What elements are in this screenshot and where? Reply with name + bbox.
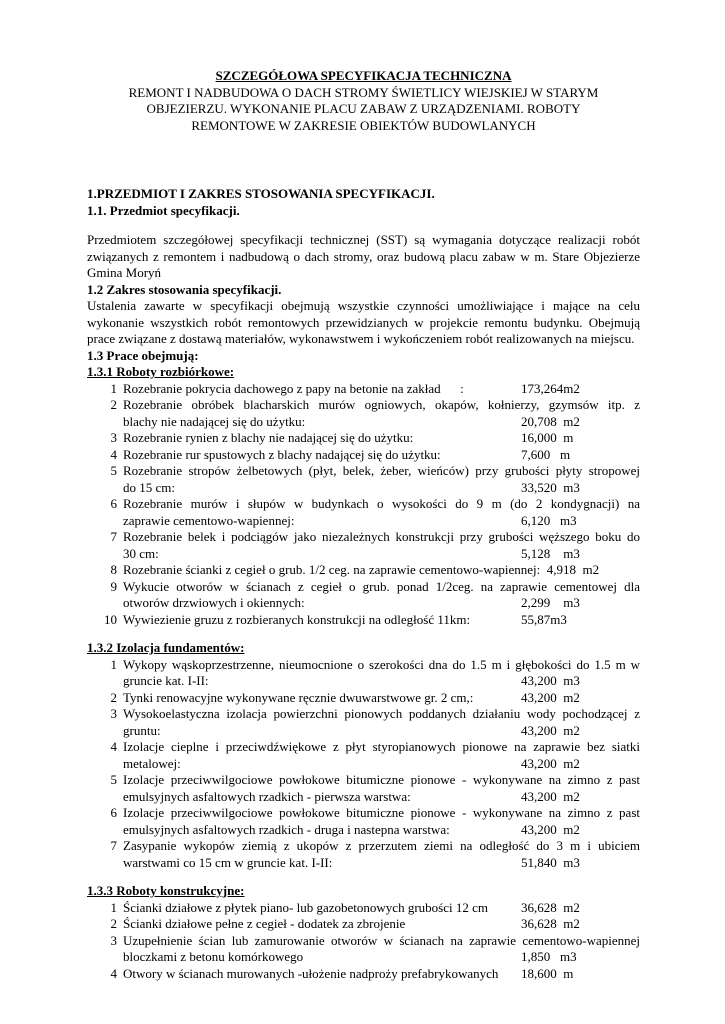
item-description-continued: gruntu: [123,722,161,738]
item-description: Izolacje cieplne i przeciwdźwiękowe z płyt styropianowych pionowe na zaprawie bez siatki [123,739,640,754]
foundation-list [87,657,640,872]
item-quantity: 20,708 m2 [521,413,580,429]
item-number: 3 [110,430,117,445]
item-number: 4 [110,446,117,462]
item-number: 7 [110,529,117,544]
item-description-continued: do 15 cm: [123,479,175,495]
demolition-item [87,447,640,464]
section-1-heading: 1.PRZEDMIOT I ZAKRES STOSOWANIA SPECYFIKACJI. [87,186,435,201]
item-description: Rozebranie rur spustowych z blachy nadającej się do użytku: [123,446,441,462]
item-quantity: 36,628 m2 [521,916,580,931]
item-quantity: 43,200 m2 [521,821,580,837]
item-description: Rozebranie belek i podciągów jako niezależnych konstrukcji przy grubości węższego boku do [123,529,640,544]
item-number: 7 [110,838,117,853]
item-number: 4 [110,965,117,981]
demolition-item [87,430,640,447]
item-quantity: 2,299 m3 [521,595,580,610]
item-description: Wywiezienie gruzu z rozbieranych konstrukcji na odległość 11km: [123,611,471,627]
item-description-continued: metalowej: [123,755,181,771]
item-description: Zasypanie wykopów ziemią z ukopów z przerzutem ziemi na odległość do 3 m i ubiciem [123,838,640,853]
foundation-item [87,706,640,739]
demolition-item [87,612,640,629]
item-description: Rozebranie pokrycia dachowego z papy na betonie na zakład : [123,380,464,396]
demolition-item [87,529,640,562]
item-number: 5 [110,772,117,787]
foundation-heading: 1.3.2 Izolacja fundamentów: [87,640,245,655]
item-quantity: 6,120 m3 [521,512,577,528]
item-quantity: 16,000 m [521,430,574,445]
item-description: Rozebranie murów i słupów w budynkach o wysokości do 9 m (do 2 kondygnacji) na [123,496,640,511]
item-description: Wysokoelastyczna izolacja powierzchni pionowych poddanych działaniu wody pochodzącej z [123,706,640,721]
construction-item [87,916,640,933]
section-1-2-paragraph: Ustalenia zawarte w specyfikacji obejmują wszystkie czynności umożliwiające i mające na celu wykonanie wszystkich robót remontowych przewidzianych w projekcie remontu budynku. Obejmują prace związane z dostawą materiałów, wykonawstwem i wykończeniem robót realizowanych na miejscu. [87,298,640,346]
demolition-item [87,579,640,612]
document-title: SZCZEGÓŁOWA SPECYFIKACJA TECHNICZNA [215,68,512,83]
item-description: Rozebranie obróbek blacharskich murów ogniowych, okapów, kołnierzy, gzymsów itp. z [123,397,640,412]
item-number: 2 [110,397,117,412]
construction-heading: 1.3.3 Roboty konstrukcyjne: [87,883,245,898]
item-description-continued: bloczkami z betonu komórkowego [123,949,304,964]
demolition-item [87,381,640,398]
item-description: Tynki renowacyjne wykonywane ręcznie dwuwarstwowe gr. 2 cm,: [123,689,474,705]
item-quantity: 43,200 m2 [521,788,580,804]
item-quantity: 33,520 m3 [521,479,580,495]
item-quantity: 5,128 m3 [521,545,580,561]
item-number: 6 [110,496,117,511]
section-1-1-paragraph: Przedmiotem szczegółowej specyfikacji technicznej (SST) są wymagania dotyczące realizacji robót związanych z remontem i nadbudową o dach stromy, oraz budową placu zabaw w m. Stare Objezierze Gmina Moryń [87,232,640,280]
item-quantity: 1,850 m3 [521,949,577,964]
item-description: Ścianki działowe pełne z cegieł - dodatek za zbrojenie [123,916,406,931]
section-1-2-heading: 1.2 Zakres stosowania specyfikacji. [87,281,282,297]
title-block [87,68,640,134]
demolition-item [87,496,640,529]
item-description-continued: 30 cm: [123,545,159,561]
item-quantity: 51,840 m3 [521,854,580,870]
item-quantity: 43,200 m2 [521,755,580,771]
construction-item [87,900,640,917]
item-description: Rozebranie rynien z blachy nie nadającej się do użytku: [123,430,414,445]
foundation-item [87,657,640,690]
item-quantity: 36,628 m2 [521,899,580,915]
item-number: 5 [110,463,117,478]
demolition-item [87,397,640,430]
item-description: Uzupełnienie ścian lub zamurowanie otworów w ścianach na zaprawie cementowo-wapiennej [123,932,640,948]
item-description: Izolacje przeciwwilgociowe powłokowe bitumiczne pionowe - wykonywane na zimno z past [123,772,640,787]
item-description-continued: zaprawie cementowo-wapiennej: [123,512,295,528]
item-description-continued: emulsyjnych asfaltowych rzadkich - pierwsza warstwa: [123,788,411,804]
item-description-continued: blachy nie nadającej się do użytku: [123,413,306,429]
item-quantity: 43,200 m3 [521,673,580,688]
item-number: 8 [110,562,117,577]
item-description: Ścianki działowe z płytek piano- lub gazobetonowych grubości 12 cm [123,899,488,915]
item-description-continued: emulsyjnych asfaltowych rzadkich - druga i nastepna warstwa: [123,821,450,837]
item-description-continued: otworów drzwiowych i okiennych: [123,595,305,610]
item-number: 10 [104,611,117,627]
item-number: 1 [110,380,117,396]
item-quantity: 173,264m2 [521,380,580,396]
item-number: 3 [110,706,117,721]
item-quantity: 43,200 m2 [521,722,580,738]
item-number: 1 [110,656,117,672]
demolition-list [87,381,640,629]
item-description: Otwory w ścianach murowanych -ułożenie nadproży prefabrykowanych [123,965,499,981]
construction-item [87,933,640,966]
item-description: Izolacje przeciwwilgociowe powłokowe bitumiczne pionowe - wykonywane na zimno z past [123,805,640,820]
item-number: 1 [110,899,117,915]
foundation-item [87,739,640,772]
foundation-item [87,805,640,838]
item-number: 3 [110,932,117,948]
foundation-item [87,838,640,871]
demolition-heading: 1.3.1 Roboty rozbiórkowe: [87,364,235,379]
item-number: 9 [110,578,117,594]
section-1-3-heading: 1.3 Prace obejmują: [87,347,199,363]
foundation-item [87,690,640,707]
item-description: Wykucie otworów w ścianach z cegieł o grub. ponad 1/2ceg. na zaprawie cementowej dla [123,578,640,594]
demolition-item [87,562,640,579]
item-description: Rozebranie ścianki z cegieł o grub. 1/2 ceg. na zaprawie cementowo-wapiennej: 4,918 m2 [123,562,600,577]
item-quantity: 7,600 m [521,446,571,462]
item-description-continued: warstwami co 15 cm w gruncie kat. I-II: [123,854,333,870]
item-number: 2 [110,689,117,705]
item-description: Wykopy wąskoprzestrzenne, nieumocnione o szerokości dna do 1.5 m i głębokości do 1.5 m w [123,656,640,672]
item-description-continued: gruncie kat. I-II: [123,673,209,688]
construction-list [87,900,640,983]
construction-item [87,966,640,983]
item-quantity: 43,200 m2 [521,689,580,705]
demolition-item [87,463,640,496]
foundation-item [87,772,640,805]
item-number: 4 [110,739,117,754]
item-number: 2 [110,916,117,931]
item-quantity: 55,87m3 [521,611,567,627]
item-quantity: 18,600 m [521,965,574,981]
document-page [87,68,640,982]
title-line-1: REMONT I NADBUDOWA O DACH STROMY ŚWIETLICY WIEJSKIEJ W STARYM [128,84,599,100]
section-1-1-heading: 1.1. Przedmiot specyfikacji. [87,202,240,218]
title-line-3: REMONTOWE W ZAKRESIE OBIEKTÓW BUDOWLANYCH [191,117,536,133]
item-number: 6 [110,805,117,820]
title-line-2: OBJEZIERZU. WYKONANIE PLACU ZABAW Z URZĄDZENIAMI. ROBOTY [146,101,581,116]
item-description: Rozebranie stropów żelbetowych (płyt, belek, żeber, wieńców) przy grubości płyty stropowej [123,463,640,478]
